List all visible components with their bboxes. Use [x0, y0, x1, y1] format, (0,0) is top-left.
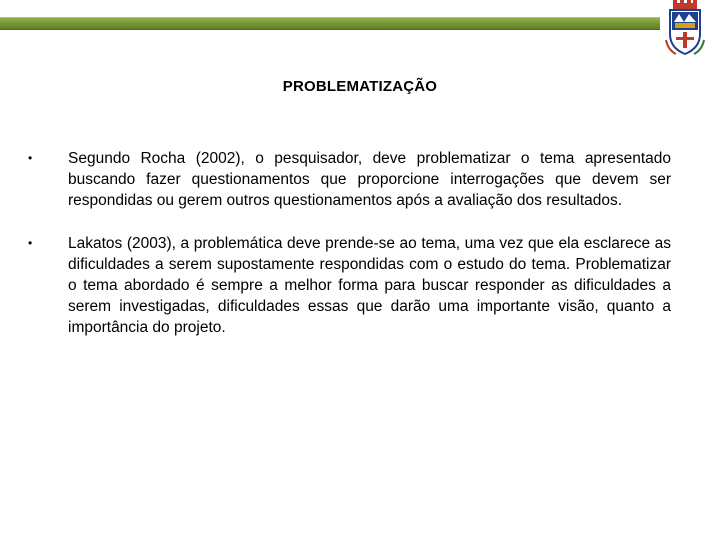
bullet-text: Segundo Rocha (2002), o pesquisador, deve problematizar o tema apresentado buscando fazer questionamentos que proporcione interrogações que devem ser respondidas ou gerem outros questionamentos após a avaliação dos resultados.	[68, 150, 671, 209]
header-bar	[0, 17, 660, 30]
bullet-list	[28, 148, 671, 360]
page-title: PROBLEMATIZAÇÃO	[282, 78, 438, 95]
bullet-marker: •	[28, 151, 33, 165]
bullet-text: Lakatos (2003), a problemática deve prende-se ao tema, uma vez que ela esclarece as dificuldades a serem supostamente respondidas com o estudo do tema. Problematizar o tema abordado é sempre a melhor forma para buscar responder as dificuldades a serem investigadas, dificuldades essas que darão uma importante visão, quanto a importância do projeto.	[68, 235, 671, 336]
list-item	[28, 148, 671, 211]
list-item	[28, 233, 671, 338]
bullet-marker: •	[28, 236, 33, 250]
university-crest-icon	[662, 0, 708, 58]
